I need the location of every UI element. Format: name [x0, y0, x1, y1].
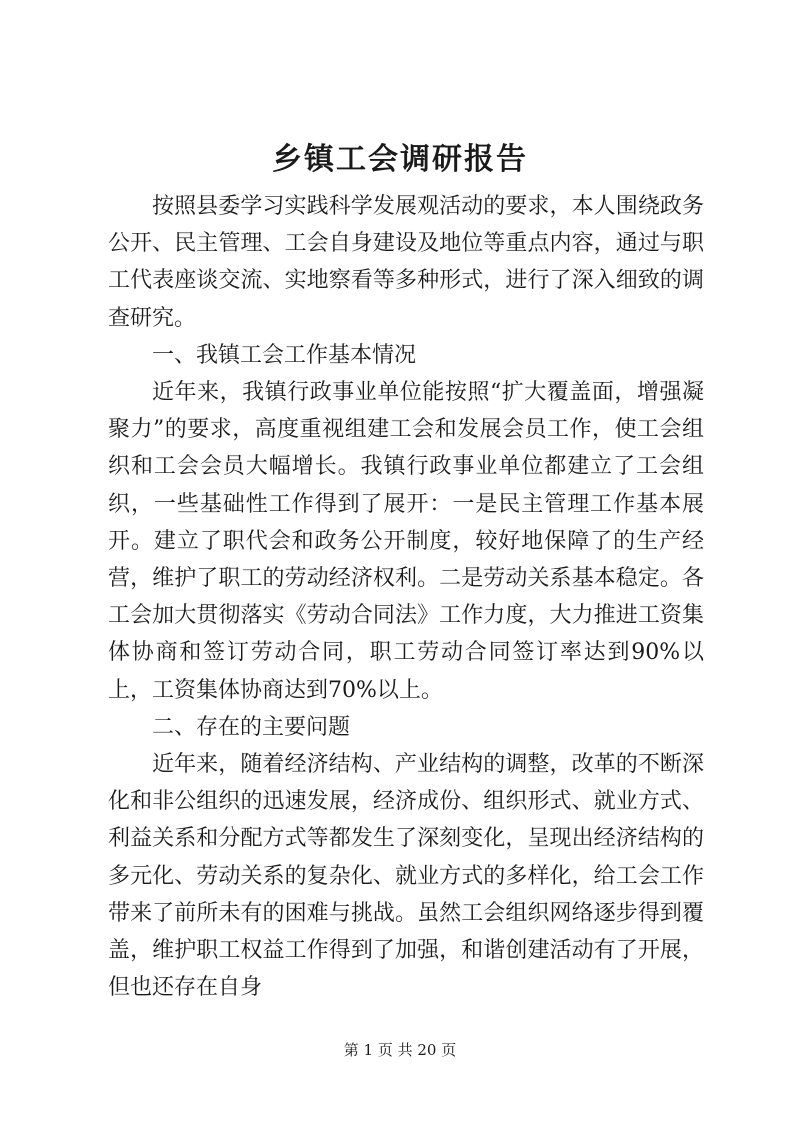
- section-heading-1: 一、我镇工会工作基本情况: [152, 342, 417, 368]
- document-body: [108, 188, 704, 1006]
- paragraph-section-1: 近年来，我镇行政事业单位能按照“扩大覆盖面，增强凝聚力”的要求，高度重视组建工会和发展会员工作，使工会组织和工会会员大幅增长。我镇行政事业单位都建立了工会组织，一些基础性工作得到了展开：一是民主管理工作基本展开。建立了职代会和政务公开制度，较好地保障了的生产经营，维护了职工的劳动经济权利。二是劳动关系基本稳定。各工会加大贯彻落实《劳动合同法》工作力度，大力推进工资集体协商和签订劳动合同，职工劳动合同签订率达到90%以上，工资集体协商达到70%以上。: [108, 380, 704, 703]
- paragraph-section-2: 近年来，随着经济结构、产业结构的调整，改革的不断深化和非公组织的迅速发展，经济成份、组织形式、就业方式、利益关系和分配方式等都发生了深刻变化，呈现出经济结构的多元化、劳动关系的复杂化、就业方式的多样化，给工会工作带来了前所未有的困难与挑战。虽然工会组织网络逐步得到覆盖，维护职工权益工作得到了加强，和谐创建活动有了开展，但也还存在自身: [108, 752, 704, 1001]
- document-title: 乡镇工会调研报告: [272, 142, 528, 177]
- section-heading-2: 二、存在的主要问题: [152, 714, 351, 740]
- page-number: 第 1 页 共 20 页: [343, 1041, 457, 1059]
- paragraph-intro: 按照县委学习实践科学发展观活动的要求，本人围绕政务公开、民主管理、工会自身建设及地位等重点内容，通过与职工代表座谈交流、实地察看等多种形式，进行了深入细致的调查研究。: [108, 194, 704, 331]
